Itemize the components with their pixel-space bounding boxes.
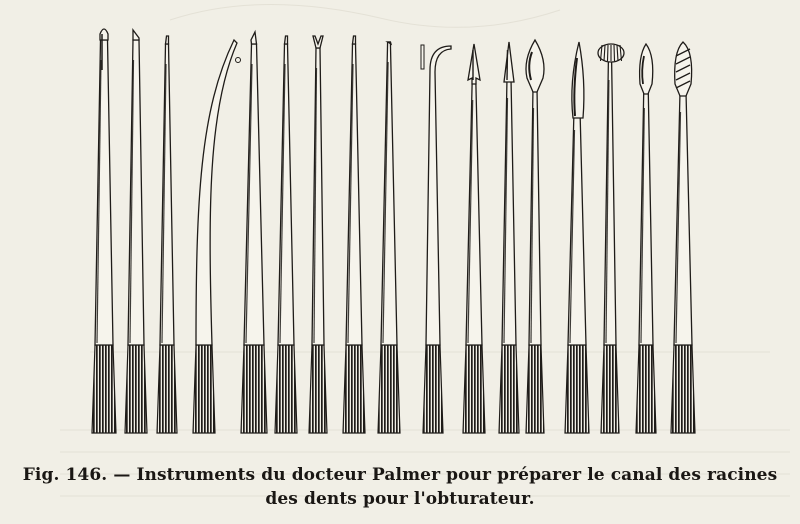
instrument-handle	[275, 345, 297, 433]
instrument-13-spade	[526, 40, 544, 433]
instrument-5-angled-point	[241, 32, 267, 433]
instrument-tip-spade	[526, 40, 544, 92]
instrument-16-oval-spoon	[636, 44, 656, 433]
instrument-1-blunt-round	[92, 29, 116, 433]
instrument-handle	[423, 345, 443, 433]
instrument-handle	[309, 345, 327, 433]
instrument-handle	[378, 345, 400, 433]
instrument-handle	[125, 345, 147, 433]
instrument-handle	[671, 345, 695, 433]
instrument-shaft	[426, 46, 451, 345]
instrument-handle	[157, 345, 177, 433]
instrument-4-long-curved-hook	[193, 40, 241, 433]
instrument-17-twisted-drill	[671, 42, 695, 433]
instrument-handle	[601, 345, 619, 433]
instrument-handle	[565, 345, 589, 433]
instrument-3-fine-straight	[157, 36, 177, 433]
instrument-handle	[241, 345, 267, 433]
caption-dash: —	[113, 465, 131, 485]
figure-caption	[20, 463, 780, 511]
instrument-tip-angled-point	[251, 32, 257, 44]
instrument-8-fine-straight	[343, 36, 365, 433]
instrument-11-arrow-barb	[463, 44, 485, 433]
instrument-tip-fine-straight	[353, 36, 356, 44]
instrument-handle	[92, 345, 116, 433]
caption-line-1	[20, 463, 780, 487]
instrument-shaft	[604, 60, 616, 345]
instrument-tip-lance	[504, 42, 514, 82]
instrument-handle	[193, 345, 215, 433]
instrument-shaft	[196, 40, 237, 345]
instrument-detail	[236, 58, 241, 63]
instrument-handle	[499, 345, 519, 433]
figure-label: Fig. 146.	[22, 465, 108, 485]
instrument-handle	[526, 345, 544, 433]
instrument-tip-fine-straight	[285, 36, 288, 44]
instrument-tip-arrow-barb	[468, 44, 480, 84]
caption-text-1: Instruments du docteur Palmer pour préparer le canal des racines	[136, 465, 778, 485]
instrument-12-lance	[499, 42, 519, 433]
instrument-10-bent-hook	[421, 45, 451, 433]
instrument-14-blade	[565, 42, 589, 433]
instrument-2-chisel	[125, 30, 147, 433]
instrument-handle	[343, 345, 365, 433]
instrument-tip-oval-spoon	[640, 44, 653, 94]
instrument-7-forked	[309, 36, 327, 433]
instrument-handle	[463, 345, 485, 433]
instrument-detail	[421, 45, 424, 69]
instrument-tip-forked	[313, 36, 323, 48]
instrument-6-fine-straight	[275, 36, 297, 433]
instrument-9-needle	[378, 42, 400, 433]
instrument-tip-chisel	[133, 30, 139, 40]
instrument-tip-blade	[572, 42, 584, 118]
caption-text-2: des dents pour l'obturateur.	[265, 489, 535, 509]
instrument-handle	[636, 345, 656, 433]
instrument-tip-twisted-drill	[675, 42, 692, 96]
instrument-tip-fine-straight	[166, 36, 169, 44]
instrument-15-burr-ball	[598, 44, 624, 433]
instrument-tip-burr-ball	[598, 44, 624, 62]
